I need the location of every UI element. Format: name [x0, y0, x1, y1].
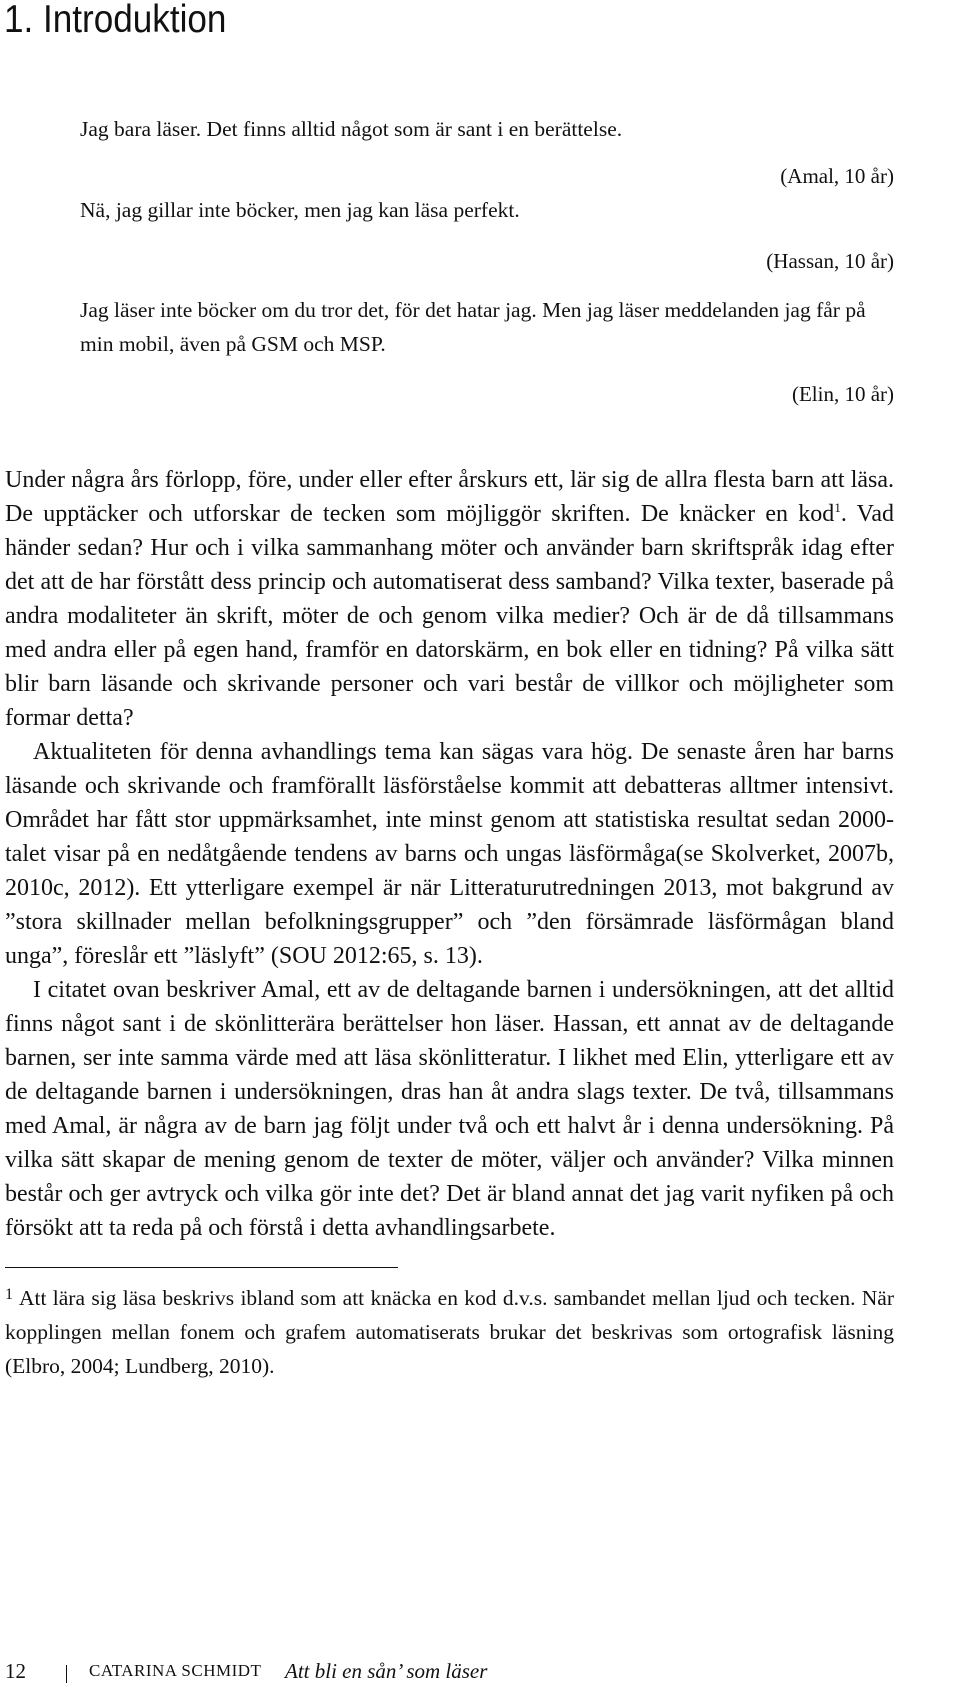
epigraph-quote: Jag bara läser. Det finns alltid något som är sant i en berättelse.: [80, 117, 623, 141]
footnote-reference: 1: [834, 500, 841, 515]
epigraph-attribution: (Elin, 10 år): [791, 382, 894, 406]
footnote-divider: [5, 1267, 398, 1268]
epigraph-quote: Jag läser inte böcker om du tror det, för det hatar jag. Men jag läser meddelanden jag får på min mobil, även på GSM och MSP.: [80, 298, 866, 356]
paragraph-text: . Vad händer sedan? Hur och i vilka sammanhang möter och använder barn skriftspråk idag efter det att de har förstått dess princip och automatiserat dess samband? Vilka texter, baserade på andra modaliteter än skrift, möter de och genom vilka medier? Och är de då tillsammans med andra eller på egen hand, framför en datorskärm, en bok eller en tidning? På vilka sätt blir barn läsande och skrivande personer och vari består de villkor och möjligheter som formar detta?: [5, 501, 894, 731]
body-text: [5, 463, 894, 1245]
footnote-mark: 1: [5, 1286, 13, 1303]
body-paragraph: I citatet ovan beskriver Amal, ett av de deltagande barnen i undersökningen, att det alltid finns något sant i de skönlitterära berättelser hon läser. Hassan, ett annat av de deltagande barnen, ser inte samma värde med att läsa skönlitteratur. I likhet med Elin, ytterligare ett av de deltagande barnen i undersökningen, dras han åt andra slags texter. De två, tillsammans med Amal, är några av de barn jag följt under två och ett halvt år i denna undersökning. På vilka sätt skapar de mening genom de texter de möter, väljer och använder? Vilka minnen består och ger avtryck och vilka gör inte det? Det är bland annat det jag varit nyfiken på och försökt att ta reda på och förstå i detta avhandlingsarbete.: [5, 977, 894, 1241]
footer-author: CATARINA SCHMIDT: [89, 1661, 262, 1680]
epigraph-quote: Nä, jag gillar inte böcker, men jag kan läsa perfekt.: [80, 198, 520, 222]
page-footer: [5, 1656, 945, 1683]
epigraph-attribution: (Hassan, 10 år): [766, 249, 894, 273]
footer-book-title: Att bli en sån’ som läser: [285, 1659, 488, 1683]
footnote-text: Att lära sig läsa beskrivs ibland som att knäcka en kod d.v.s. sambandet mellan ljud och tecken. När kopplingen mellan fonem och grafem automatiserats brukar det beskrivas som ortografisk läsning (Elbro, 2004; Lundberg, 2010).: [5, 1286, 894, 1378]
epigraph-attribution: (Amal, 10 år): [780, 164, 894, 188]
footnote: [5, 1281, 894, 1383]
epigraphs: [80, 112, 894, 411]
body-paragraph: [5, 463, 894, 735]
footer-divider: [66, 1665, 67, 1683]
page-number: 12: [5, 1659, 26, 1683]
body-paragraph: Aktualiteten för denna avhandlings tema kan sägas vara hög. De senaste åren har barns läsande och skrivande och framförallt läsförståelse kommit att debatteras alltmer intensivt. Området har fått stor uppmärksamhet, inte minst genom att statistiska resultat sedan 2000-talet visar på en nedåtgående tendens av barns och ungas läsförmåga(se Skolverket, 2007b, 2010c, 2012). Ett ytterligare exempel är när Litteraturutredningen 2013, mot bakgrund av ”stora skillnader mellan befolkningsgrupper” och ”den försämrade läsförmågan bland unga”, föreslår ett ”läslyft” (SOU 2012:65, s. 13).: [5, 739, 894, 969]
chapter-title: 1. Introduktion: [4, 0, 227, 41]
paragraph-text: Under några års förlopp, före, under eller efter årskurs ett, lär sig de allra flesta barn att läsa. De upptäcker och utforskar de tecken som möjliggör skriften. De knäcker en kod: [5, 467, 894, 527]
